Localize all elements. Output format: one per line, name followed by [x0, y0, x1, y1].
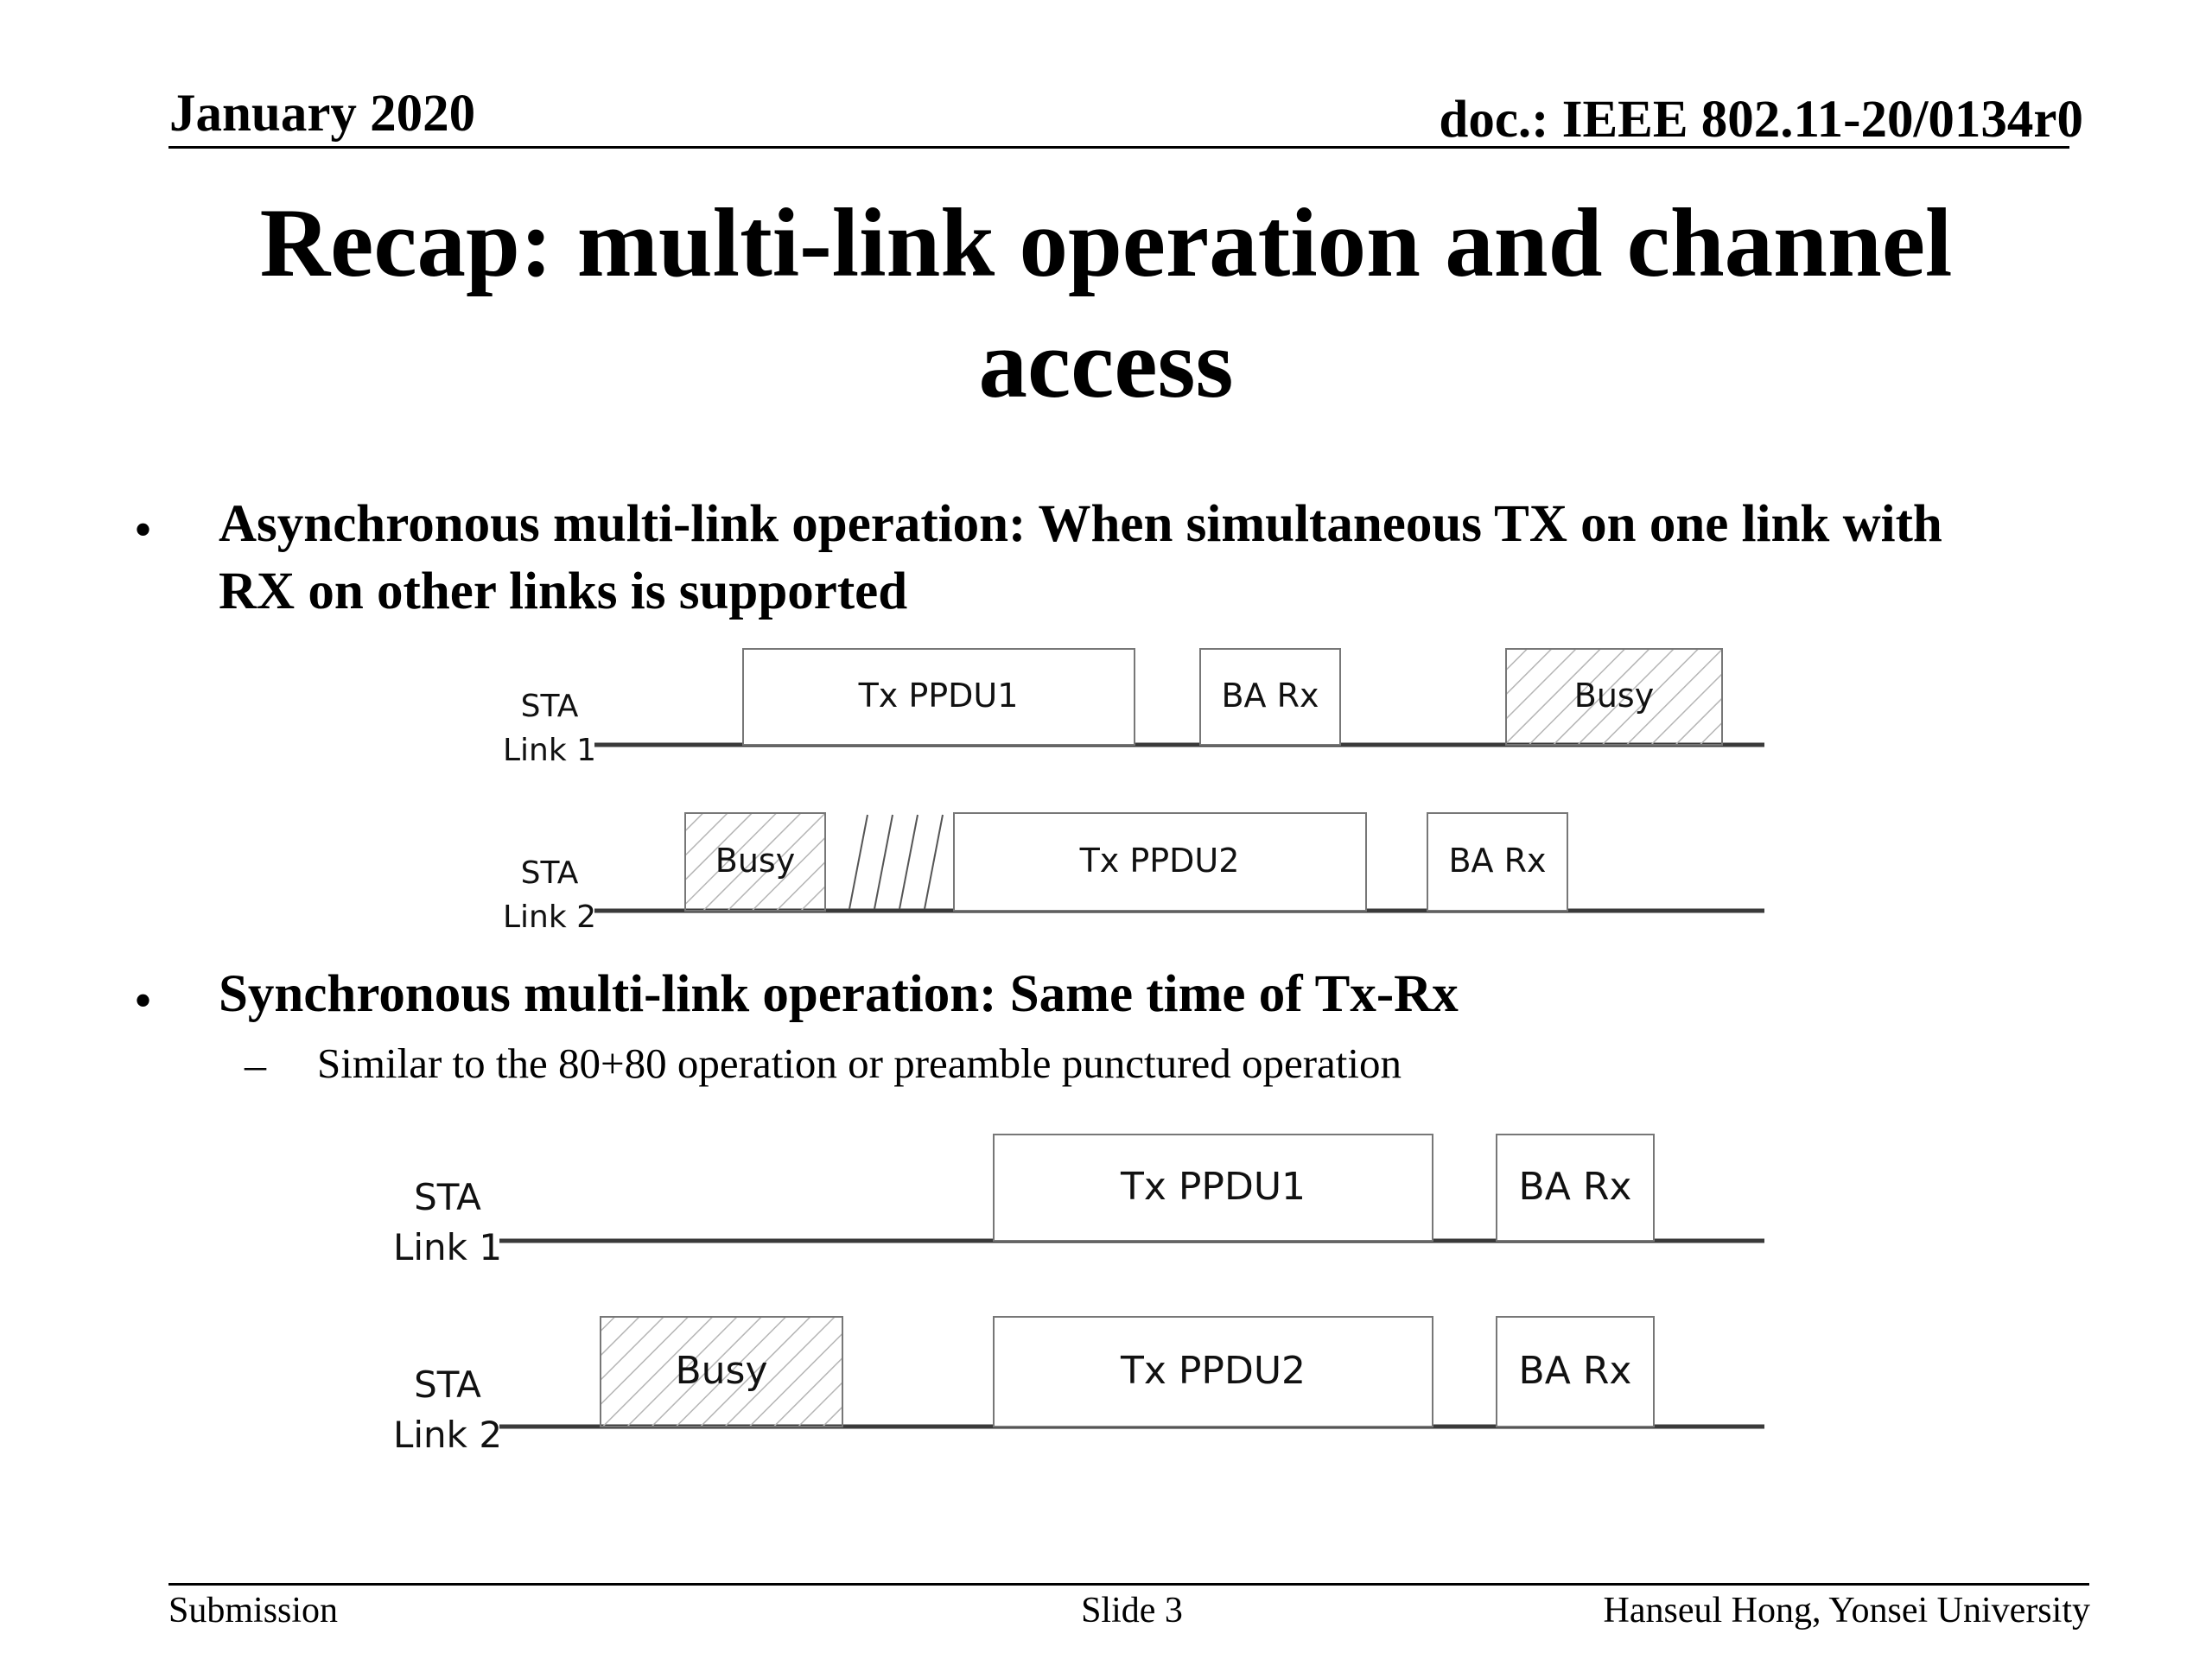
slide-title-line-1: Recap: multi-link operation and channel — [259, 189, 1953, 297]
async-link1-label-link: Link 1 — [502, 733, 597, 768]
footer-author: Hanseul Hong, Yonsei University — [1603, 1591, 2090, 1630]
async-link1-ba-rx-label: BA Rx — [1221, 677, 1319, 715]
sub-bullet-marker: – — [245, 1040, 266, 1089]
async-diagram — [503, 649, 1764, 935]
async-link2-ba-rx-label: BA Rx — [1448, 842, 1547, 880]
bullet-async-line-1: Asynchronous multi-link operation: When simultaneous TX on one link with — [219, 495, 1942, 553]
sync-link1-label-link: Link 1 — [392, 1226, 503, 1268]
sync-link1-ba-rx-label: BA Rx — [1518, 1165, 1632, 1209]
async-link2-label-sta: STA — [520, 855, 579, 891]
async-link1-label-sta: STA — [520, 689, 579, 724]
footer-rule — [168, 1583, 2089, 1586]
sync-link2-busy-label: Busy — [675, 1349, 768, 1393]
sync-link2-label-link: Link 2 — [392, 1414, 503, 1456]
async-link1-busy-label: Busy — [1573, 677, 1655, 715]
header-doc-id: doc.: IEEE 802.11-20/0134r0 — [1439, 91, 2083, 149]
async-link2-backoff-slashes — [849, 815, 943, 909]
async-link2-label-link: Link 2 — [502, 899, 597, 935]
bullet-marker-async: • — [134, 501, 153, 558]
async-link1-tx-ppdu1-label: Tx PPDU1 — [858, 677, 1019, 715]
slide-title-line-2: access — [978, 310, 1234, 418]
sync-link2-tx-ppdu2-label: Tx PPDU2 — [1120, 1349, 1306, 1393]
async-link2-busy-label: Busy — [715, 842, 796, 880]
async-link2-tx-ppdu2-label: Tx PPDU2 — [1079, 842, 1240, 880]
sync-link2-label-sta: STA — [414, 1363, 481, 1406]
bullet-marker-sync: • — [134, 972, 153, 1029]
footer-submission: Submission — [168, 1591, 339, 1630]
sync-link2-ba-rx-label: BA Rx — [1518, 1349, 1632, 1393]
sync-link1-tx-ppdu1-label: Tx PPDU1 — [1120, 1165, 1306, 1209]
sync-link1-label-sta: STA — [414, 1176, 481, 1218]
bullet-async-line-2: RX on other links is supported — [219, 563, 908, 620]
sync-diagram — [393, 1135, 1764, 1456]
footer-slide-number: Slide 3 — [1081, 1591, 1183, 1630]
sub-bullet-text: Similar to the 80+80 operation or preamble punctured operation — [317, 1039, 1402, 1087]
header-date: January 2020 — [169, 85, 476, 143]
bullet-sync: Synchronous multi-link operation: Same time of Tx-Rx — [219, 965, 1459, 1023]
